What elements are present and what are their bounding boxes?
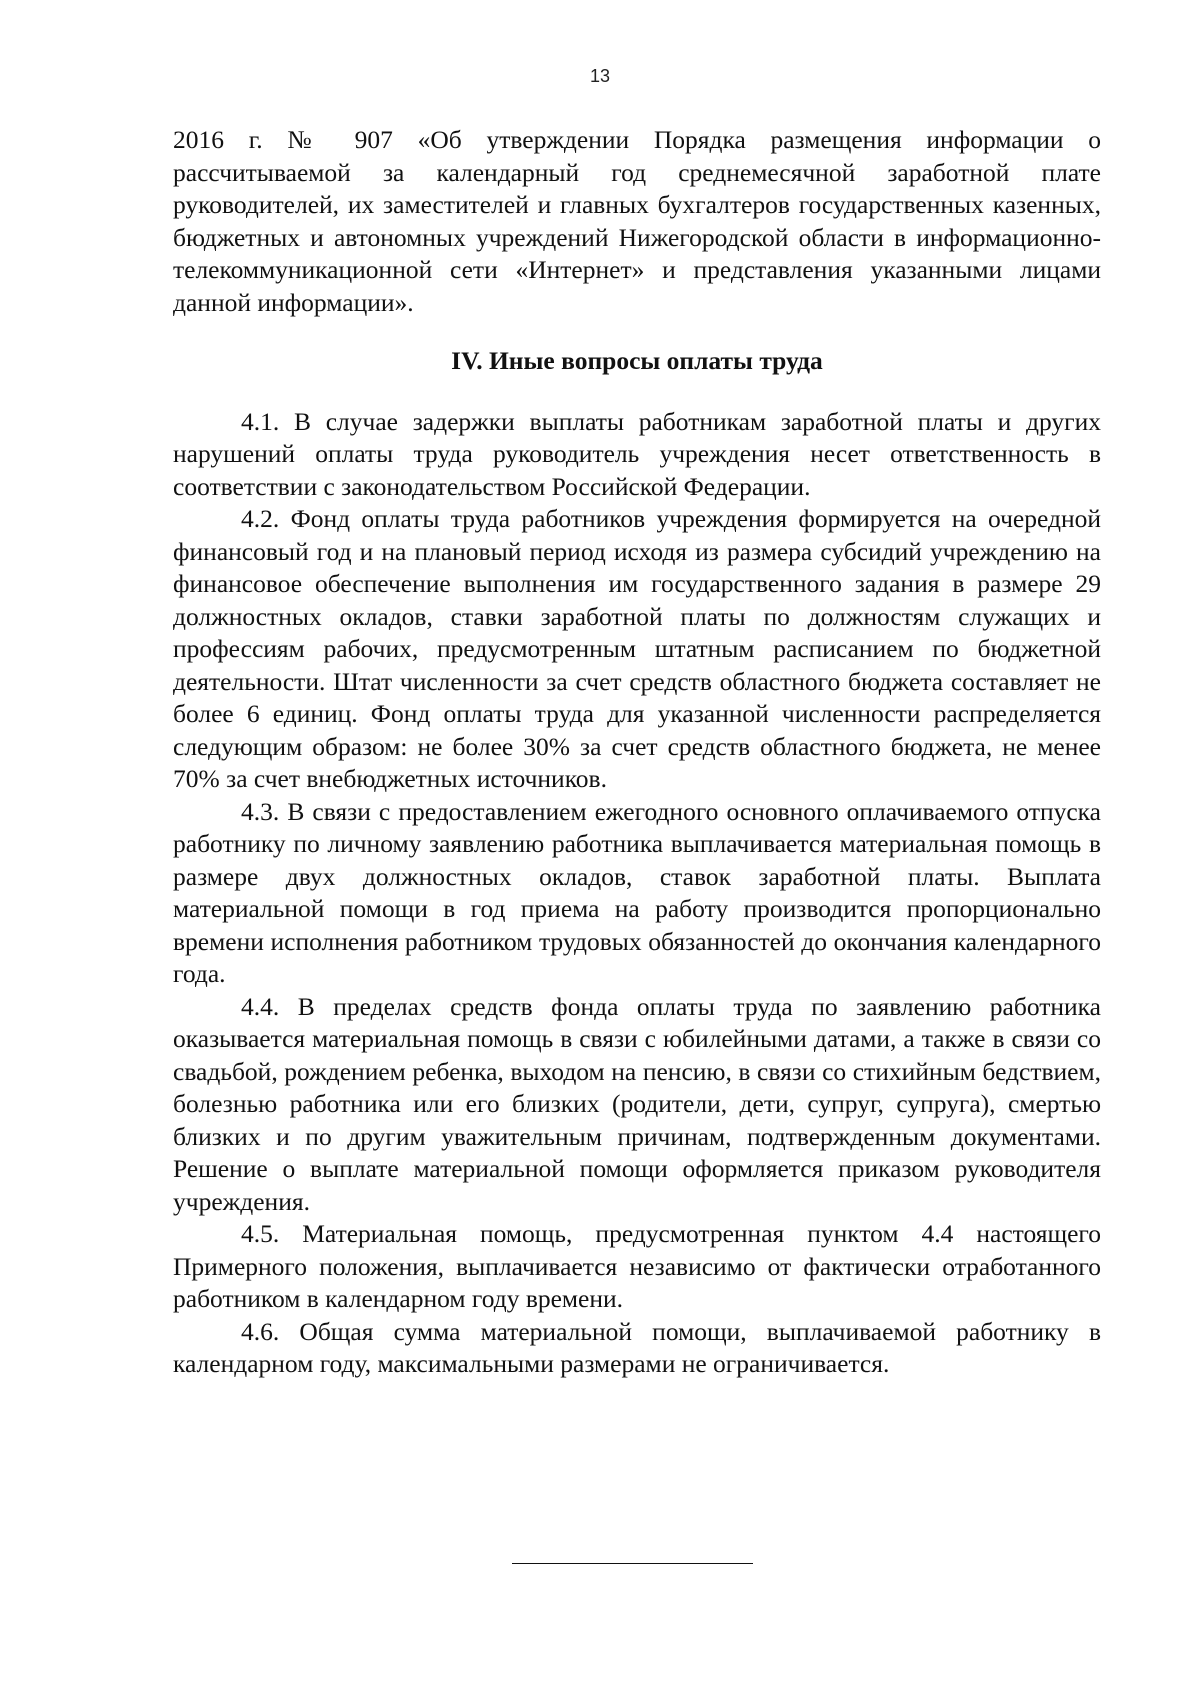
clause-4-5: 4.5. Материальная помощь, предусмотренная пунктом 4.4 настоящего Примерного положения, выплачивается независимо от фактически отработанного работником в календарном году времени. [173, 1219, 1101, 1313]
clause-4-2: 4.2. Фонд оплаты труда работников учреждения формируется на очередной финансовый год и на плановый период исходя из размера субсидий учреждению на финансовое обеспечение выполнения им государственного задания в размере 29 должностных окладов, ставки заработной платы по должностям служащих и профессиям рабочих, предусмотренным штатным расписанием по бюджетной деятельности. Штат численности за счет средств областного бюджета составляет не более 6 единиц. Фонд оплаты труда для указанной численности распределяется следующим образом: не более 30% за счет средств областного бюджета, не менее 70% за счет внебюджетных источников. [173, 504, 1101, 793]
page-number: 13 [589, 66, 611, 86]
intro-paragraph: 2016 г. № 907 «Об утверждении Порядка размещения информации о рассчитываемой за календарный год среднемесячной заработной плате руководителей, их заместителей и главных бухгалтеров государственных казенных, бюджетных и автономных учреждений Нижегородской области в информационно-телекоммуникационной сети «Интернет» и представления указанными лицами данной информации». [173, 125, 1101, 317]
clause-4-4: 4.4. В пределах средств фонда оплаты труда по заявлению работника оказывается материальная помощь в связи с юбилейными датами, а также в связи со свадьбой, рождением ребенка, выходом на пенсию, в связи со стихийным бедствием, болезнью работника или его близких (родители, дети, супруг, супруга), смертью близких и по другим уважительным причинам, подтвержденным документами. Решение о выплате материальной помощи оформляется приказом руководителя учреждения. [173, 991, 1101, 1216]
document-body [173, 124, 1101, 1381]
section-heading: IV. Иные вопросы оплаты труда [451, 346, 823, 375]
clause-4-1: 4.1. В случае задержки выплаты работникам заработной платы и других нарушений оплаты труда руководитель учреждения несет ответственность в соответствии с законодательством Российской Федерации. [173, 406, 1101, 501]
clause-4-6: 4.6. Общая сумма материальной помощи, выплачиваемой работнику в календарном году, максимальными размерами не ограничивается. [173, 1316, 1101, 1378]
clause-4-3: 4.3. В связи с предоставлением ежегодного основного оплачиваемого отпуска работнику по личному заявлению работника выплачивается материальная помощь в размере двух должностных окладов, ставок заработной платы. Выплата материальной помощи в год приема на работу производится пропорционально времени исполнения работником трудовых обязанностей до окончания календарного года. [173, 796, 1101, 988]
end-of-text-rule [512, 1563, 753, 1564]
